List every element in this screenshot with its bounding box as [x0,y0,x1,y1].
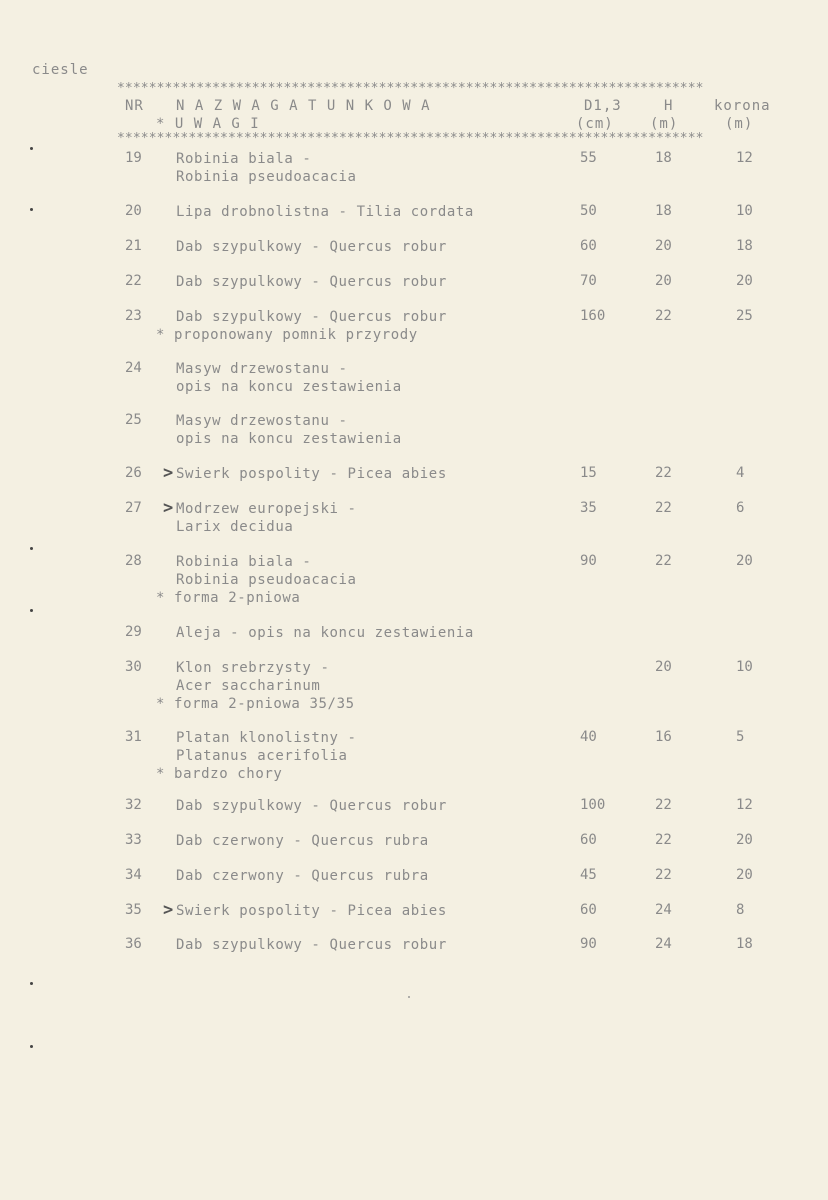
diameter-value: 60 [580,902,597,918]
species-name-cont: opis na koncu zestawienia [176,431,402,447]
species-name: Klon srebrzysty - [176,660,330,676]
header-label: ciesle [32,62,89,78]
diameter-value: 15 [580,465,597,481]
height-value: 22 [655,308,672,324]
species-name-cont: Robinia pseudoacacia [176,169,357,185]
margin-mark [30,1045,33,1048]
species-name: Modrzew europejski - [176,501,357,517]
height-value: 22 [655,867,672,883]
species-name-cont: opis na koncu zestawienia [176,379,402,395]
height-value: 16 [655,729,672,745]
row-number: 19 [125,150,142,166]
height-value: 22 [655,797,672,813]
species-name-cont: Acer saccharinum [176,678,321,694]
height-value: 22 [655,465,672,481]
row-note: * bardzo chory [156,766,283,782]
height-value: 20 [655,238,672,254]
species-name: Swierk pospolity - Picea abies [176,903,447,919]
crown-value: 10 [736,203,753,219]
col-notes: * U W A G I [156,116,260,132]
species-name: Platan klonolistny - [176,730,357,746]
crown-value: 6 [736,500,745,516]
star-divider-header: ************************************************************************** [117,132,704,146]
margin-mark [30,609,33,612]
crown-value: 20 [736,832,753,848]
row-number: 22 [125,273,142,289]
row-note: * forma 2-pniowa [156,590,301,606]
col-name: N A Z W A G A T U N K O W A [176,98,431,114]
species-name: Aleja - opis na koncu zestawienia [176,625,474,641]
species-name-cont: Robinia pseudoacacia [176,572,357,588]
row-number: 24 [125,360,142,376]
diameter-value: 45 [580,867,597,883]
margin-mark [30,147,33,150]
col-crown-unit: (m) [725,116,754,132]
crown-value: 8 [736,902,745,918]
star-divider-top: ************************************************************************** [117,82,704,96]
crown-value: 20 [736,553,753,569]
row-marker: > [163,900,174,920]
species-name: Masyw drzewostanu - [176,413,348,429]
row-number: 29 [125,624,142,640]
species-name: Swierk pospolity - Picea abies [176,466,447,482]
row-note: * proponowany pomnik przyrody [156,327,418,343]
diameter-value: 90 [580,936,597,952]
row-number: 34 [125,867,142,883]
diameter-value: 35 [580,500,597,516]
col-diameter-unit: (cm) [576,116,614,132]
species-name: Robinia biala - [176,554,312,570]
diameter-value: 90 [580,553,597,569]
height-value: 20 [655,659,672,675]
diameter-value: 50 [580,203,597,219]
crown-value: 5 [736,729,745,745]
height-value: 22 [655,553,672,569]
diameter-value: 160 [580,308,606,324]
diameter-value: 100 [580,797,606,813]
margin-mark [30,208,33,211]
species-name: Dab szypulkowy - Quercus robur [176,274,447,290]
row-number: 36 [125,936,142,952]
species-name-cont: Larix decidua [176,519,294,535]
row-number: 30 [125,659,142,675]
species-name: Dab szypulkowy - Quercus robur [176,309,447,325]
diameter-value: 40 [580,729,597,745]
col-crown: korona [714,98,771,114]
row-note: * forma 2-pniowa 35/35 [156,696,355,712]
row-number: 35 [125,902,142,918]
row-number: 26 [125,465,142,481]
diameter-value: 70 [580,273,597,289]
crown-value: 4 [736,465,745,481]
row-number: 32 [125,797,142,813]
species-name: Dab czerwony - Quercus rubra [176,833,429,849]
species-name: Dab szypulkowy - Quercus robur [176,239,447,255]
height-value: 22 [655,832,672,848]
crown-value: 18 [736,238,753,254]
species-name: Lipa drobnolistna - Tilia cordata [176,204,474,220]
crown-value: 20 [736,867,753,883]
height-value: 22 [655,500,672,516]
diameter-value: 60 [580,238,597,254]
row-number: 28 [125,553,142,569]
height-value: 20 [655,273,672,289]
row-number: 31 [125,729,142,745]
col-nr: NR [125,98,144,114]
row-number: 23 [125,308,142,324]
species-name-cont: Platanus acerifolia [176,748,348,764]
row-number: 33 [125,832,142,848]
margin-mark [30,982,33,985]
col-height-unit: (m) [650,116,679,132]
row-marker: > [163,463,174,483]
col-height: H [664,98,674,114]
margin-mark [30,547,33,550]
diameter-value: 55 [580,150,597,166]
crown-value: 25 [736,308,753,324]
species-name: Dab czerwony - Quercus rubra [176,868,429,884]
row-number: 25 [125,412,142,428]
species-name: Robinia biala - [176,151,312,167]
col-diameter: D1,3 [584,98,622,114]
crown-value: 20 [736,273,753,289]
species-name: Dab szypulkowy - Quercus robur [176,937,447,953]
height-value: 18 [655,150,672,166]
row-marker: > [163,498,174,518]
crown-value: 10 [736,659,753,675]
row-number: 20 [125,203,142,219]
height-value: 24 [655,936,672,952]
crown-value: 12 [736,797,753,813]
row-number: 27 [125,500,142,516]
diameter-value: 60 [580,832,597,848]
crown-value: 18 [736,936,753,952]
species-name: Dab szypulkowy - Quercus robur [176,798,447,814]
height-value: 18 [655,203,672,219]
species-name: Masyw drzewostanu - [176,361,348,377]
crown-value: 12 [736,150,753,166]
height-value: 24 [655,902,672,918]
margin-mark [408,996,410,998]
row-number: 21 [125,238,142,254]
